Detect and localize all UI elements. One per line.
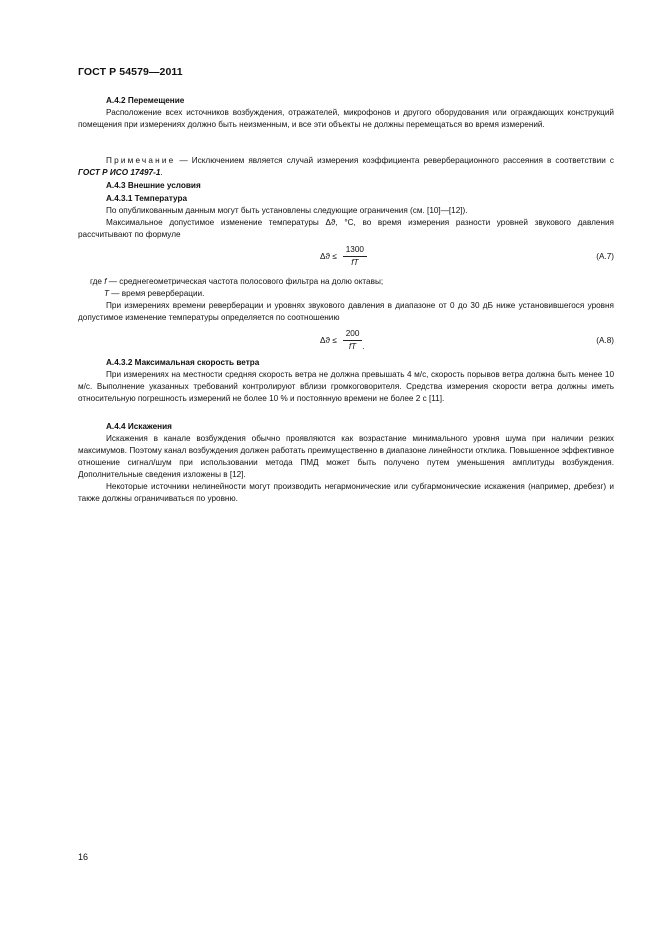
document-header: ГОСТ Р 54579—2011 — [78, 66, 183, 78]
paragraph: Искажения в канале возбуждения обычно проявляются как возрастание минимального уровня шума при наличии резких максимумов. Поэтому канал возбуждения должен работать преимущественно в диапазоне линейности отклика. Повышенное эффективное отношение сигнал/шум при использовании метода ПМД может быть получено путем уменьшения амплитуды возбуждения. Дополнительные сведения изложены в [12]. — [78, 434, 614, 479]
note-label: Примечание — [106, 156, 176, 165]
section-heading: А.4.2 Перемещение — [106, 96, 185, 105]
note-text: — Исключением является случай измерения коэффициента реверберационного рассеяния в соответствии с — [175, 156, 614, 165]
section-a-4-3-2 — [78, 357, 614, 405]
paragraph: Некоторые источники нелинейности могут производить негармонические или субгармонические искажения (например, дребезг) и также должны ограничиваться по уровню. — [78, 482, 614, 503]
section-a-4-3 — [78, 180, 614, 192]
formula-number: (А.8) — [596, 336, 614, 345]
paragraph: Расположение всех источников возбуждения, отражателей, микрофонов и другого оборудования или ограждающих конструкций помещения при измерениях должно быть неизменным, и все эти объекты не должны перемещаться во время измерений. — [78, 108, 614, 129]
page-number: 16 — [78, 852, 89, 862]
denominator: fT — [348, 342, 357, 351]
paragraph: При измерениях на местности средняя скорость ветра не должна превышать 4 м/с, скорость порывов ветра должна быть менее 10 м/с. Выполнение указанных требований контролируют вблизи громкоговорителя. Средства измерения скорости ветра должны иметь относительную погрешность измерений не более 10 % и постоянную времени не более 2 с [11]. — [78, 370, 614, 403]
symbol-f: f — [104, 277, 107, 286]
standard-reference: ГОСТ Р ИСО 17497-1 — [78, 168, 161, 177]
where-t: T — время реверберации. — [104, 289, 205, 298]
formula-a7 — [78, 244, 614, 272]
numerator: 200 — [343, 328, 363, 341]
section-a-4-3-1 — [78, 193, 614, 241]
section-a-4-4 — [78, 421, 614, 505]
section-heading: А.4.3 Внешние условия — [106, 181, 201, 190]
formula-a8: Δϑ ≤ $\frac{200}{fT}$ . (А.8) — [320, 329, 614, 351]
section-heading: А.4.3.1 Температура — [106, 194, 188, 203]
fraction — [343, 328, 363, 353]
paragraph: При измерениях времени реверберации и уровнях звукового давления в диапазоне от 0 до 30 дБ ниже установившегося уровня допустимое изменение температуры определяется по соотношению — [78, 301, 614, 322]
symbol-t: T — [104, 289, 110, 298]
formula-lhs: Δϑ ≤ — [320, 335, 337, 345]
paragraph: Максимальное допустимое изменение температуры Δϑ, °С, во время измерения разности уровней звукового давления рассчитывают по формуле — [78, 218, 614, 239]
numerator: 1300 — [343, 244, 367, 257]
fraction — [343, 244, 367, 269]
formula-lhs: Δϑ ≤ — [320, 251, 337, 261]
section-heading: А.4.3.2 Максимальная скорость ветра — [106, 358, 260, 367]
section-a-4-2 — [78, 95, 614, 131]
note: Примечание — Исключением является случай измерения коэффициента реверберационного рассеяния в соответствии с ГОСТ Р ИСО 17497-1. — [78, 156, 614, 177]
denominator: fT — [351, 258, 359, 267]
where-f: где f — среднегеометрическая частота полосового фильтра на долю октавы; — [90, 277, 384, 286]
paragraph-after — [78, 300, 614, 324]
formula-number: (А.7) — [596, 252, 614, 261]
section-heading: А.4.4 Искажения — [106, 422, 172, 431]
paragraph: По опубликованным данным могут быть установлены следующие ограничения (см. [10]—[12]). — [106, 206, 468, 215]
